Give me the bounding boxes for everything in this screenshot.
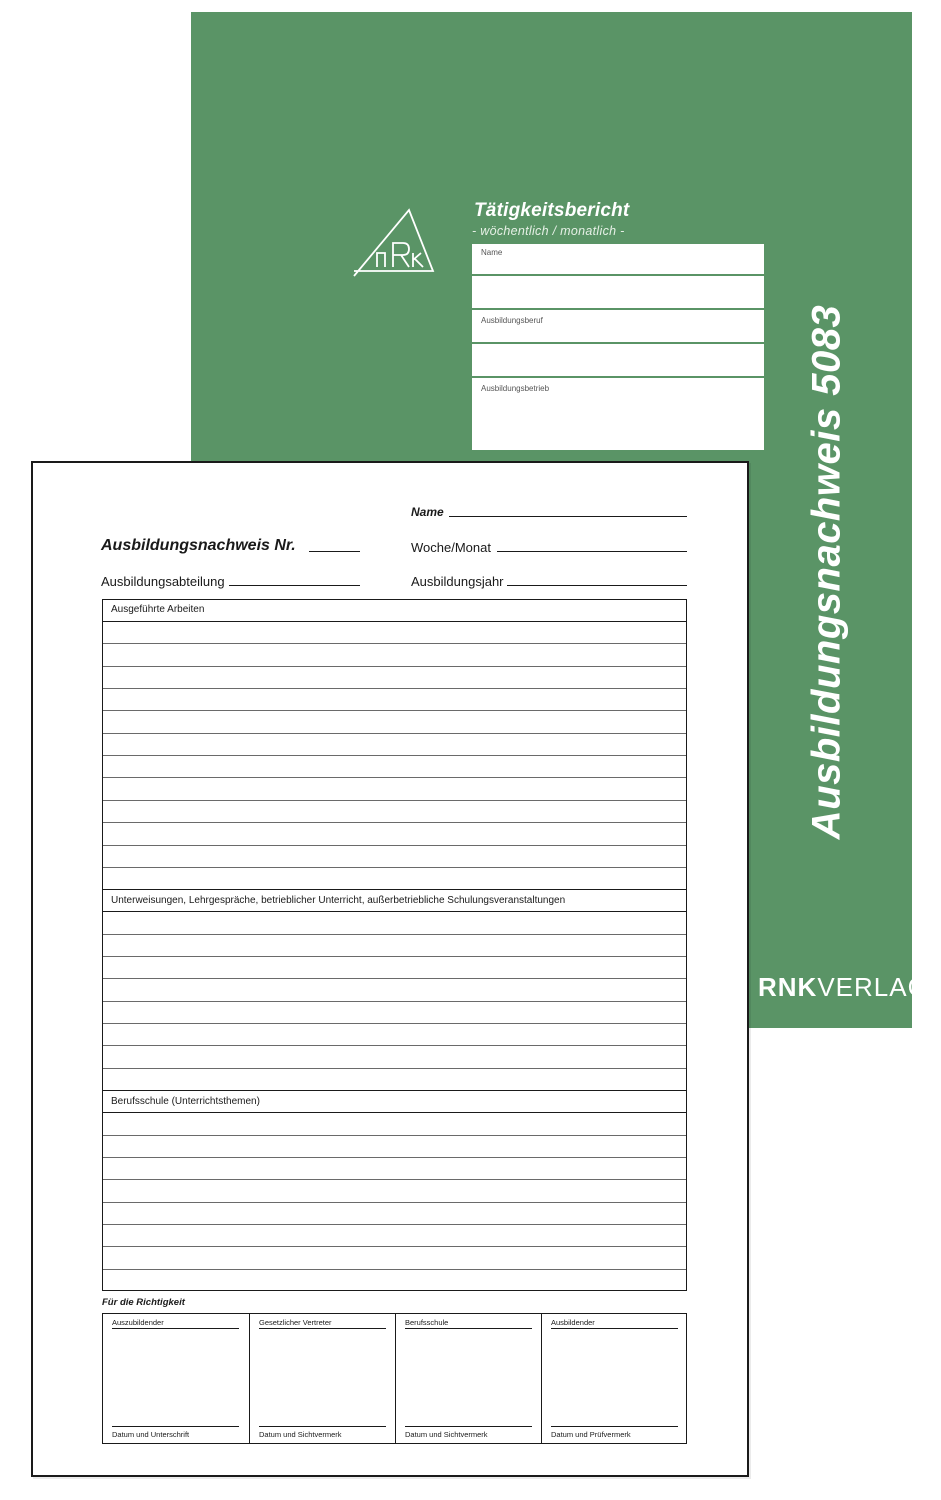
rule [103,1112,686,1113]
rule [103,800,686,801]
signature-note: Datum und Sichtvermerk [405,1430,488,1439]
report-table [102,599,687,1291]
section-title-work: Ausgeführte Arbeiten [111,604,205,615]
rule [103,1202,686,1203]
signature-note: Datum und Unterschrift [112,1430,190,1439]
correctness-label: Für die Richtigkeit [102,1297,185,1308]
rule [103,1023,686,1024]
cover-field-name [472,244,764,276]
department-field-line [229,585,360,586]
week-month-label: Woche/Monat [411,540,491,555]
section-title-instruction: Unterweisungen, Lehrgespräche, betrieblicher Unterricht, außerbetriebliche Schulungsveranstaltungen [111,895,566,906]
rule [103,777,686,778]
rule [103,733,686,734]
rule [103,978,686,979]
signature-role: Gesetzlicher Vertreter [259,1318,332,1327]
rule [103,822,686,823]
section-divider [103,889,686,890]
name-field-line [449,516,687,517]
rule [103,1179,686,1180]
signature-role: Berufsschule [405,1318,449,1327]
cover-field-blank [472,278,764,310]
signature-line [112,1426,239,1427]
rule [103,1135,686,1136]
rule [103,1246,686,1247]
rule [112,1328,239,1329]
rule [103,621,686,622]
signature-cell-school [395,1314,541,1443]
rule [103,688,686,689]
cover-label-box [472,244,764,450]
rnk-triangle-logo-icon [353,207,435,279]
rule [103,710,686,711]
signature-cell-trainee [103,1314,249,1443]
cover-field-label: Ausbildungsbetrieb [481,384,550,393]
signature-line [259,1426,386,1427]
signature-note: Datum und Sichtvermerk [259,1430,342,1439]
signature-line [405,1426,532,1427]
department-label: Ausbildungsabteilung [101,574,225,589]
number-field-line [309,551,360,552]
name-label: Name [411,505,444,519]
signature-note: Datum und Prüfvermerk [551,1430,631,1439]
cover-subtitle: - wöchentlich / monatlich - [472,224,625,238]
signature-role: Auszubildender [112,1318,164,1327]
signature-cell-guardian [249,1314,395,1443]
cover-field-blank [472,346,764,378]
form-heading: Ausbildungsnachweis Nr. [101,537,296,554]
rule [259,1328,386,1329]
publisher-brand [758,972,929,1003]
year-field-line [507,585,687,586]
rule [103,643,686,644]
rule [103,934,686,935]
cover-vertical-title-text: Ausbildungsnachweis 5083 [804,304,849,840]
section-title-school: Berufsschule (Unterrichtsthemen) [111,1096,260,1107]
section-divider [103,1090,686,1091]
form-sheet [31,461,749,1477]
rule [103,666,686,667]
year-label: Ausbildungsjahr [411,574,504,589]
signature-line [551,1426,678,1427]
signature-table [102,1313,687,1444]
rule [103,1068,686,1069]
rule [103,845,686,846]
rule [103,1157,686,1158]
cover-title: Tätigkeitsbericht [474,200,630,221]
rule [551,1328,678,1329]
week-month-field-line [497,551,687,552]
brand-bold: RNK [758,972,818,1002]
signature-cell-trainer [541,1314,686,1443]
cover-field-label: Ausbildungsberuf [481,316,543,325]
rule [103,911,686,912]
rule [103,1224,686,1225]
cover-field-label: Name [481,248,503,257]
cover-field-company [472,380,764,450]
signature-role: Ausbildender [551,1318,595,1327]
rule [103,1001,686,1002]
cover-field-occupation [472,312,764,344]
rule [103,755,686,756]
rule [103,867,686,868]
brand-rest: VERLAG [817,972,929,1002]
rule [405,1328,532,1329]
rule [103,956,686,957]
rule [103,1269,686,1270]
rule [103,1045,686,1046]
